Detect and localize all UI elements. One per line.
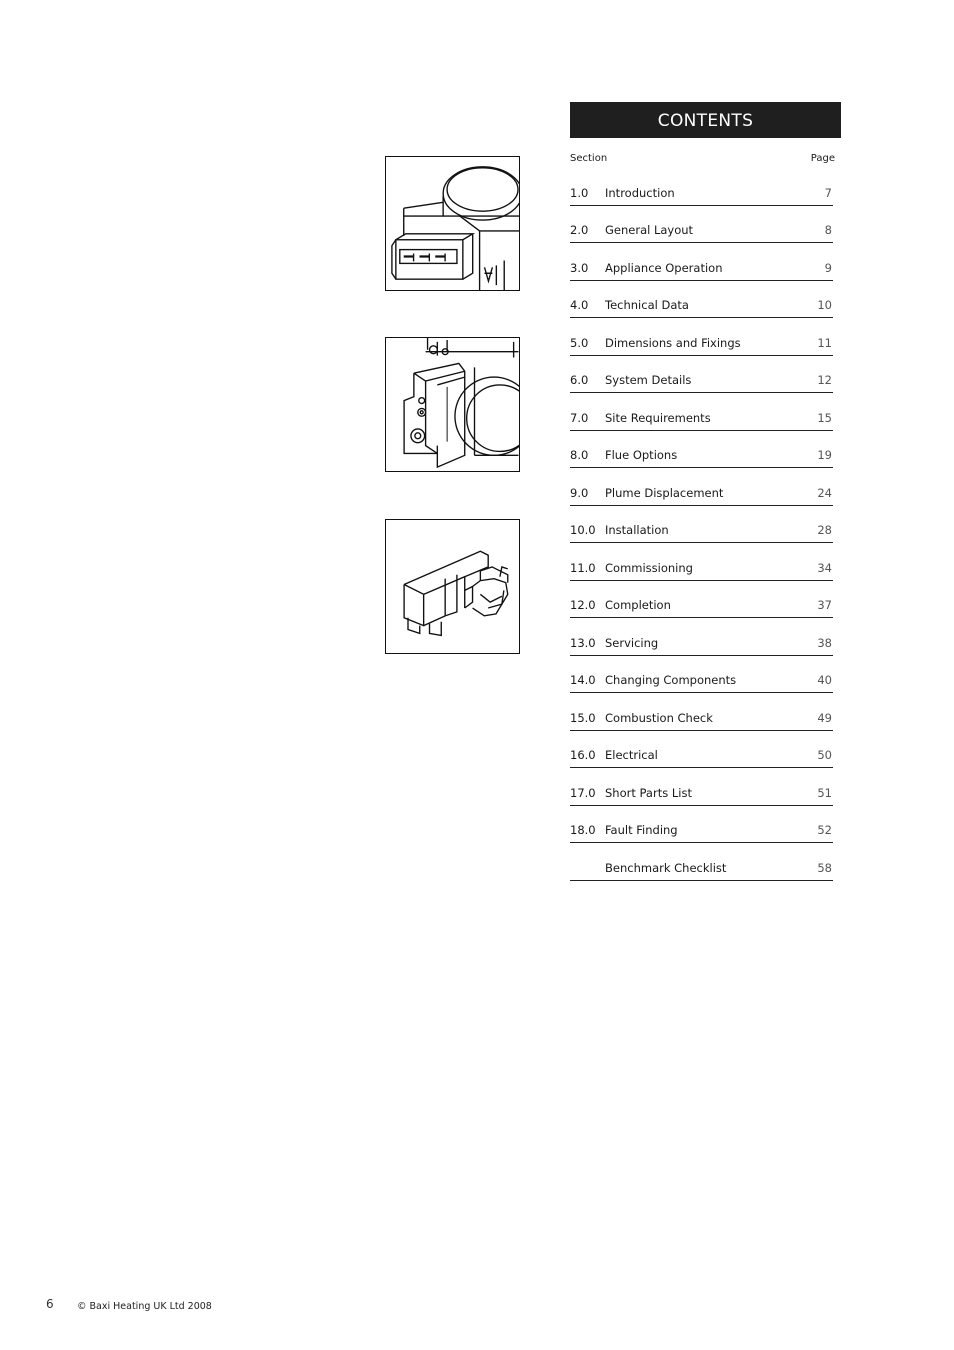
toc-page-number: 37 bbox=[817, 598, 832, 612]
toc-section-number: 14.0 bbox=[570, 673, 596, 687]
toc-row-completion[interactable] bbox=[570, 581, 833, 619]
toc-page-number: 12 bbox=[817, 373, 832, 387]
toc-page-number: 15 bbox=[817, 410, 832, 425]
toc-section-title: General Layout bbox=[605, 223, 694, 237]
toc-row-servicing[interactable] bbox=[570, 618, 833, 656]
toc-row-site-requirements[interactable] bbox=[570, 393, 833, 431]
column-headers bbox=[570, 153, 835, 167]
toc-section-title: Appliance Operation bbox=[605, 260, 723, 275]
toc-row-benchmark-checklist[interactable] bbox=[570, 843, 833, 881]
toc-page-number: 49 bbox=[817, 710, 832, 725]
toc-section-number: 5.0 bbox=[570, 335, 589, 350]
toc-section-title: Changing Components bbox=[605, 673, 737, 687]
toc-row-technical-data[interactable] bbox=[570, 281, 833, 319]
toc-section-number: 16.0 bbox=[570, 748, 596, 762]
toc-section-title: Completion bbox=[605, 598, 671, 612]
toc-row-appliance-operation[interactable] bbox=[570, 243, 833, 281]
toc-row-changing-components[interactable] bbox=[570, 656, 833, 694]
gas-valve-illustration bbox=[385, 156, 520, 291]
toc-page-number: 51 bbox=[817, 785, 832, 800]
contents-heading: CONTENTS bbox=[570, 102, 841, 138]
toc-page-number: 34 bbox=[817, 560, 832, 575]
toc-section-number: 9.0 bbox=[570, 485, 589, 500]
toc-section-number: 2.0 bbox=[570, 223, 589, 237]
valve-block-illustration bbox=[385, 337, 520, 472]
toc-page-number: 19 bbox=[817, 448, 832, 462]
toc-section-title: Introduction bbox=[605, 185, 675, 200]
toc-section-title: Commissioning bbox=[605, 560, 693, 575]
toc-page-number: 7 bbox=[824, 185, 832, 200]
toc-section-title: Flue Options bbox=[605, 448, 678, 462]
toc-section-number: 13.0 bbox=[570, 635, 596, 650]
toc-section-number: 1.0 bbox=[570, 185, 589, 200]
toc-section-number: 17.0 bbox=[570, 785, 596, 800]
toc-page-number: 11 bbox=[817, 335, 832, 350]
toc-page-number: 28 bbox=[817, 523, 832, 537]
footer-page-number: 6 bbox=[46, 1297, 54, 1311]
toc-section-title: Site Requirements bbox=[605, 410, 711, 425]
toc-section-number: 3.0 bbox=[570, 260, 589, 275]
toc-row-electrical[interactable] bbox=[570, 731, 833, 769]
toc-section-number: 18.0 bbox=[570, 823, 596, 837]
toc-page-number: 52 bbox=[817, 823, 832, 837]
toc-section-number: 10.0 bbox=[570, 523, 596, 537]
toc-section-title: Fault Finding bbox=[605, 823, 678, 837]
toc-row-flue-options[interactable] bbox=[570, 431, 833, 469]
toc-row-commissioning[interactable] bbox=[570, 543, 833, 581]
toc-page-number: 40 bbox=[817, 673, 832, 687]
toc-page-number: 10 bbox=[817, 298, 832, 312]
footer-copyright: © Baxi Heating UK Ltd 2008 bbox=[77, 1301, 212, 1312]
section-column-label: Section bbox=[570, 153, 608, 164]
toc-row-installation[interactable] bbox=[570, 506, 833, 544]
toc-section-number: 8.0 bbox=[570, 448, 589, 462]
page-column-label: Page bbox=[810, 153, 835, 164]
toc-section-number: 12.0 bbox=[570, 598, 596, 612]
bracket-illustration bbox=[385, 519, 520, 654]
toc-page-number: 58 bbox=[817, 860, 832, 875]
toc-page-number: 9 bbox=[824, 260, 832, 275]
toc-section-number: 6.0 bbox=[570, 373, 589, 387]
toc-section-number: 4.0 bbox=[570, 298, 589, 312]
toc-row-short-parts-list[interactable] bbox=[570, 768, 833, 806]
toc-row-combustion-check[interactable] bbox=[570, 693, 833, 731]
toc-section-number: 11.0 bbox=[570, 560, 596, 575]
toc-section-number: 15.0 bbox=[570, 710, 596, 725]
toc-section-title: Benchmark Checklist bbox=[605, 860, 727, 875]
toc-section-number: 7.0 bbox=[570, 410, 589, 425]
toc-row-introduction[interactable] bbox=[570, 168, 833, 206]
toc-page-number: 38 bbox=[817, 635, 832, 650]
toc-row-general-layout[interactable] bbox=[570, 206, 833, 244]
toc-page-number: 24 bbox=[817, 485, 832, 500]
toc-section-title: Servicing bbox=[605, 635, 659, 650]
toc-row-fault-finding[interactable] bbox=[570, 806, 833, 844]
toc-row-system-details[interactable] bbox=[570, 356, 833, 394]
toc-section-title: Technical Data bbox=[605, 298, 689, 312]
toc-row-dimensions-and-fixings[interactable] bbox=[570, 318, 833, 356]
toc-row-plume-displacement[interactable] bbox=[570, 468, 833, 506]
toc-section-title: Electrical bbox=[605, 748, 658, 762]
table-of-contents bbox=[570, 168, 833, 881]
toc-section-title: System Details bbox=[605, 373, 692, 387]
toc-section-title: Combustion Check bbox=[605, 710, 713, 725]
toc-section-title: Installation bbox=[605, 523, 669, 537]
toc-section-title: Short Parts List bbox=[605, 785, 692, 800]
toc-section-title: Plume Displacement bbox=[605, 485, 724, 500]
toc-page-number: 50 bbox=[817, 748, 832, 762]
toc-page-number: 8 bbox=[824, 223, 832, 237]
toc-section-title: Dimensions and Fixings bbox=[605, 335, 741, 350]
